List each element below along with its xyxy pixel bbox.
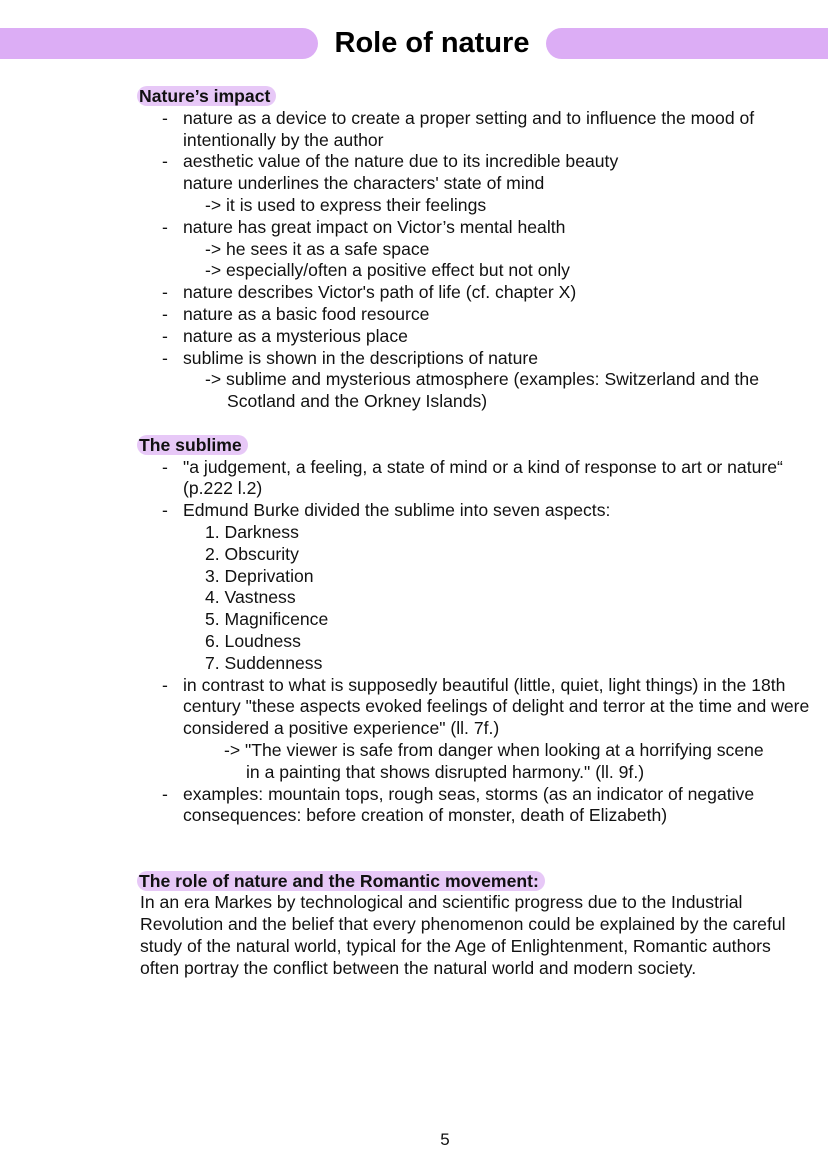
section-natures-impact <box>140 86 810 413</box>
section-the-sublime <box>140 435 810 827</box>
paragraph: In an era Markes by technological and scientific progress due to the Industrial Revolution and the belief that every phenomenon could be explained by the careful study of the natural world, typical for the Age of Enlightenment, Romantic authors often portray the conflict between the natural world and modern society. <box>140 892 786 978</box>
aspect-item: 4. Vastness <box>205 587 296 608</box>
sub-point: -> sublime and mysterious atmosphere (examples: Switzerland and the Scotland and the Orkney Islands) <box>205 369 759 412</box>
list-item: - nature as a device to create a proper setting and to influence the mood of intentionally by the author <box>140 108 810 152</box>
page-title: Role of nature <box>334 27 530 59</box>
section-heading: Nature’s impact <box>137 86 276 106</box>
bullet-list <box>140 457 810 828</box>
aspect-item: 6. Loudness <box>205 630 301 651</box>
sub-point: -> "The viewer is safe from danger when looking at a horrifying scene in a painting that shows disrupted harmony." (ll. 9f.) <box>224 739 764 782</box>
page-content <box>140 86 810 1001</box>
section-romantic-movement <box>140 871 810 980</box>
aspects-list <box>183 522 810 675</box>
sub-point: -> especially/often a positive effect but not only <box>205 260 570 281</box>
list-item: - sublime is shown in the descriptions of nature -> sublime and mysterious atmosphere (examples: Switzerland and the Scotland and the Orkney Islands) <box>140 348 810 413</box>
aspect-item: 5. Magnificence <box>205 609 329 630</box>
section-heading: The role of nature and the Romantic movement: <box>137 871 545 891</box>
list-item: - "a judgement, a feeling, a state of mind or a kind of response to art or nature“ (p.222 l.2) <box>140 457 810 501</box>
list-item: - nature as a basic food resource <box>140 304 810 326</box>
section-heading: The sublime <box>137 435 248 455</box>
title-bar <box>0 28 828 59</box>
sub-point: -> he sees it as a safe space <box>205 238 430 259</box>
aspect-item: 7. Suddenness <box>205 652 323 673</box>
list-item: - in contrast to what is supposedly beautiful (little, quiet, light things) in the 18th century "these aspects evoked feelings of delight and terror at the time and were considered a positive experience" (ll. 7f.) -> "The viewer is safe from danger when looking at a horrifying scene in a painting that shows disrupted harmony." (ll. 9f.) <box>140 675 810 784</box>
title-bar-right-decoration <box>546 28 828 59</box>
list-item: - aesthetic value of the nature due to its incredible beauty nature underlines the characters' state of mind -> it is used to express their feelings <box>140 151 810 216</box>
page-number: 5 <box>440 1130 450 1149</box>
aspect-item: 2. Obscurity <box>205 543 299 564</box>
aspect-item: 1. Darkness <box>205 521 299 542</box>
list-item: - nature as a mysterious place <box>140 326 810 348</box>
bullet-list <box>140 108 810 413</box>
sub-point: -> it is used to express their feelings <box>205 194 487 215</box>
aspect-item: 3. Deprivation <box>205 565 314 586</box>
list-item: - Edmund Burke divided the sublime into seven aspects: 1. Darkness 2. Obscurity 3. Deprivation 4. Vastness 5. Magnificence 6. Loudness 7. Suddenness <box>140 500 810 674</box>
title-bar-left-decoration <box>0 28 318 59</box>
list-item: - nature has great impact on Victor’s mental health -> he sees it as a safe space -> especially/often a positive effect but not only <box>140 217 810 282</box>
list-item: - nature describes Victor's path of life (cf. chapter X) <box>140 282 810 304</box>
list-item: - examples: mountain tops, rough seas, storms (as an indicator of negative consequences: before creation of monster, death of Elizabeth) <box>140 784 810 828</box>
